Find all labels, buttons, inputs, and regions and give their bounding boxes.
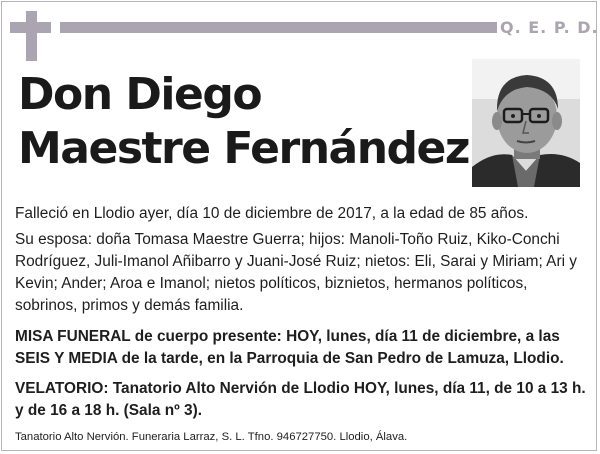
- name-line-2: Maestre Fernández: [18, 123, 470, 174]
- portrait-photo: [472, 59, 580, 187]
- name-line-1: Don Diego: [18, 69, 262, 120]
- family-text: Su esposa: doña Tomasa Maestre Guerra; hijos: Manoli-Toño Ruiz, Kiko-Conchi Rodríguez, Juli-Imanol Añibarro y Juani-José Ruiz; nietos: Eli, Sarai y Miriam; Ari y Kevin; Ander; Aroa e Imanol; nietos políticos, biznietos, hermanos políticos, sobrinos, primos y demás familia.: [15, 231, 577, 314]
- qepd-label: Q. E. P. D.: [500, 18, 599, 37]
- death-notice-text: Falleció en Llodio ayer, día 10 de diciembre de 2017, a la edad de 85 años.: [15, 205, 529, 222]
- footer-text: Tanatorio Alto Nervión. Funeraria Larraz, S. L. Tfno. 946727750. Llodio, Álava.: [15, 431, 408, 443]
- funeral-text: MISA FUNERAL de cuerpo presente: HOY, lunes, día 11 de diciembre, a las SEIS Y MEDIA de la tarde, en la Parroquia de San Pedro de Lamuza, Llodio.: [15, 328, 564, 367]
- deceased-name: [18, 68, 470, 176]
- header-bar: [60, 22, 497, 33]
- wake-text: VELATORIO: Tanatorio Alto Nervión de Llodio HOY, lunes, día 11, de 10 a 13 h. y de 16 a 18 h. (Sala nº 3).: [15, 380, 586, 419]
